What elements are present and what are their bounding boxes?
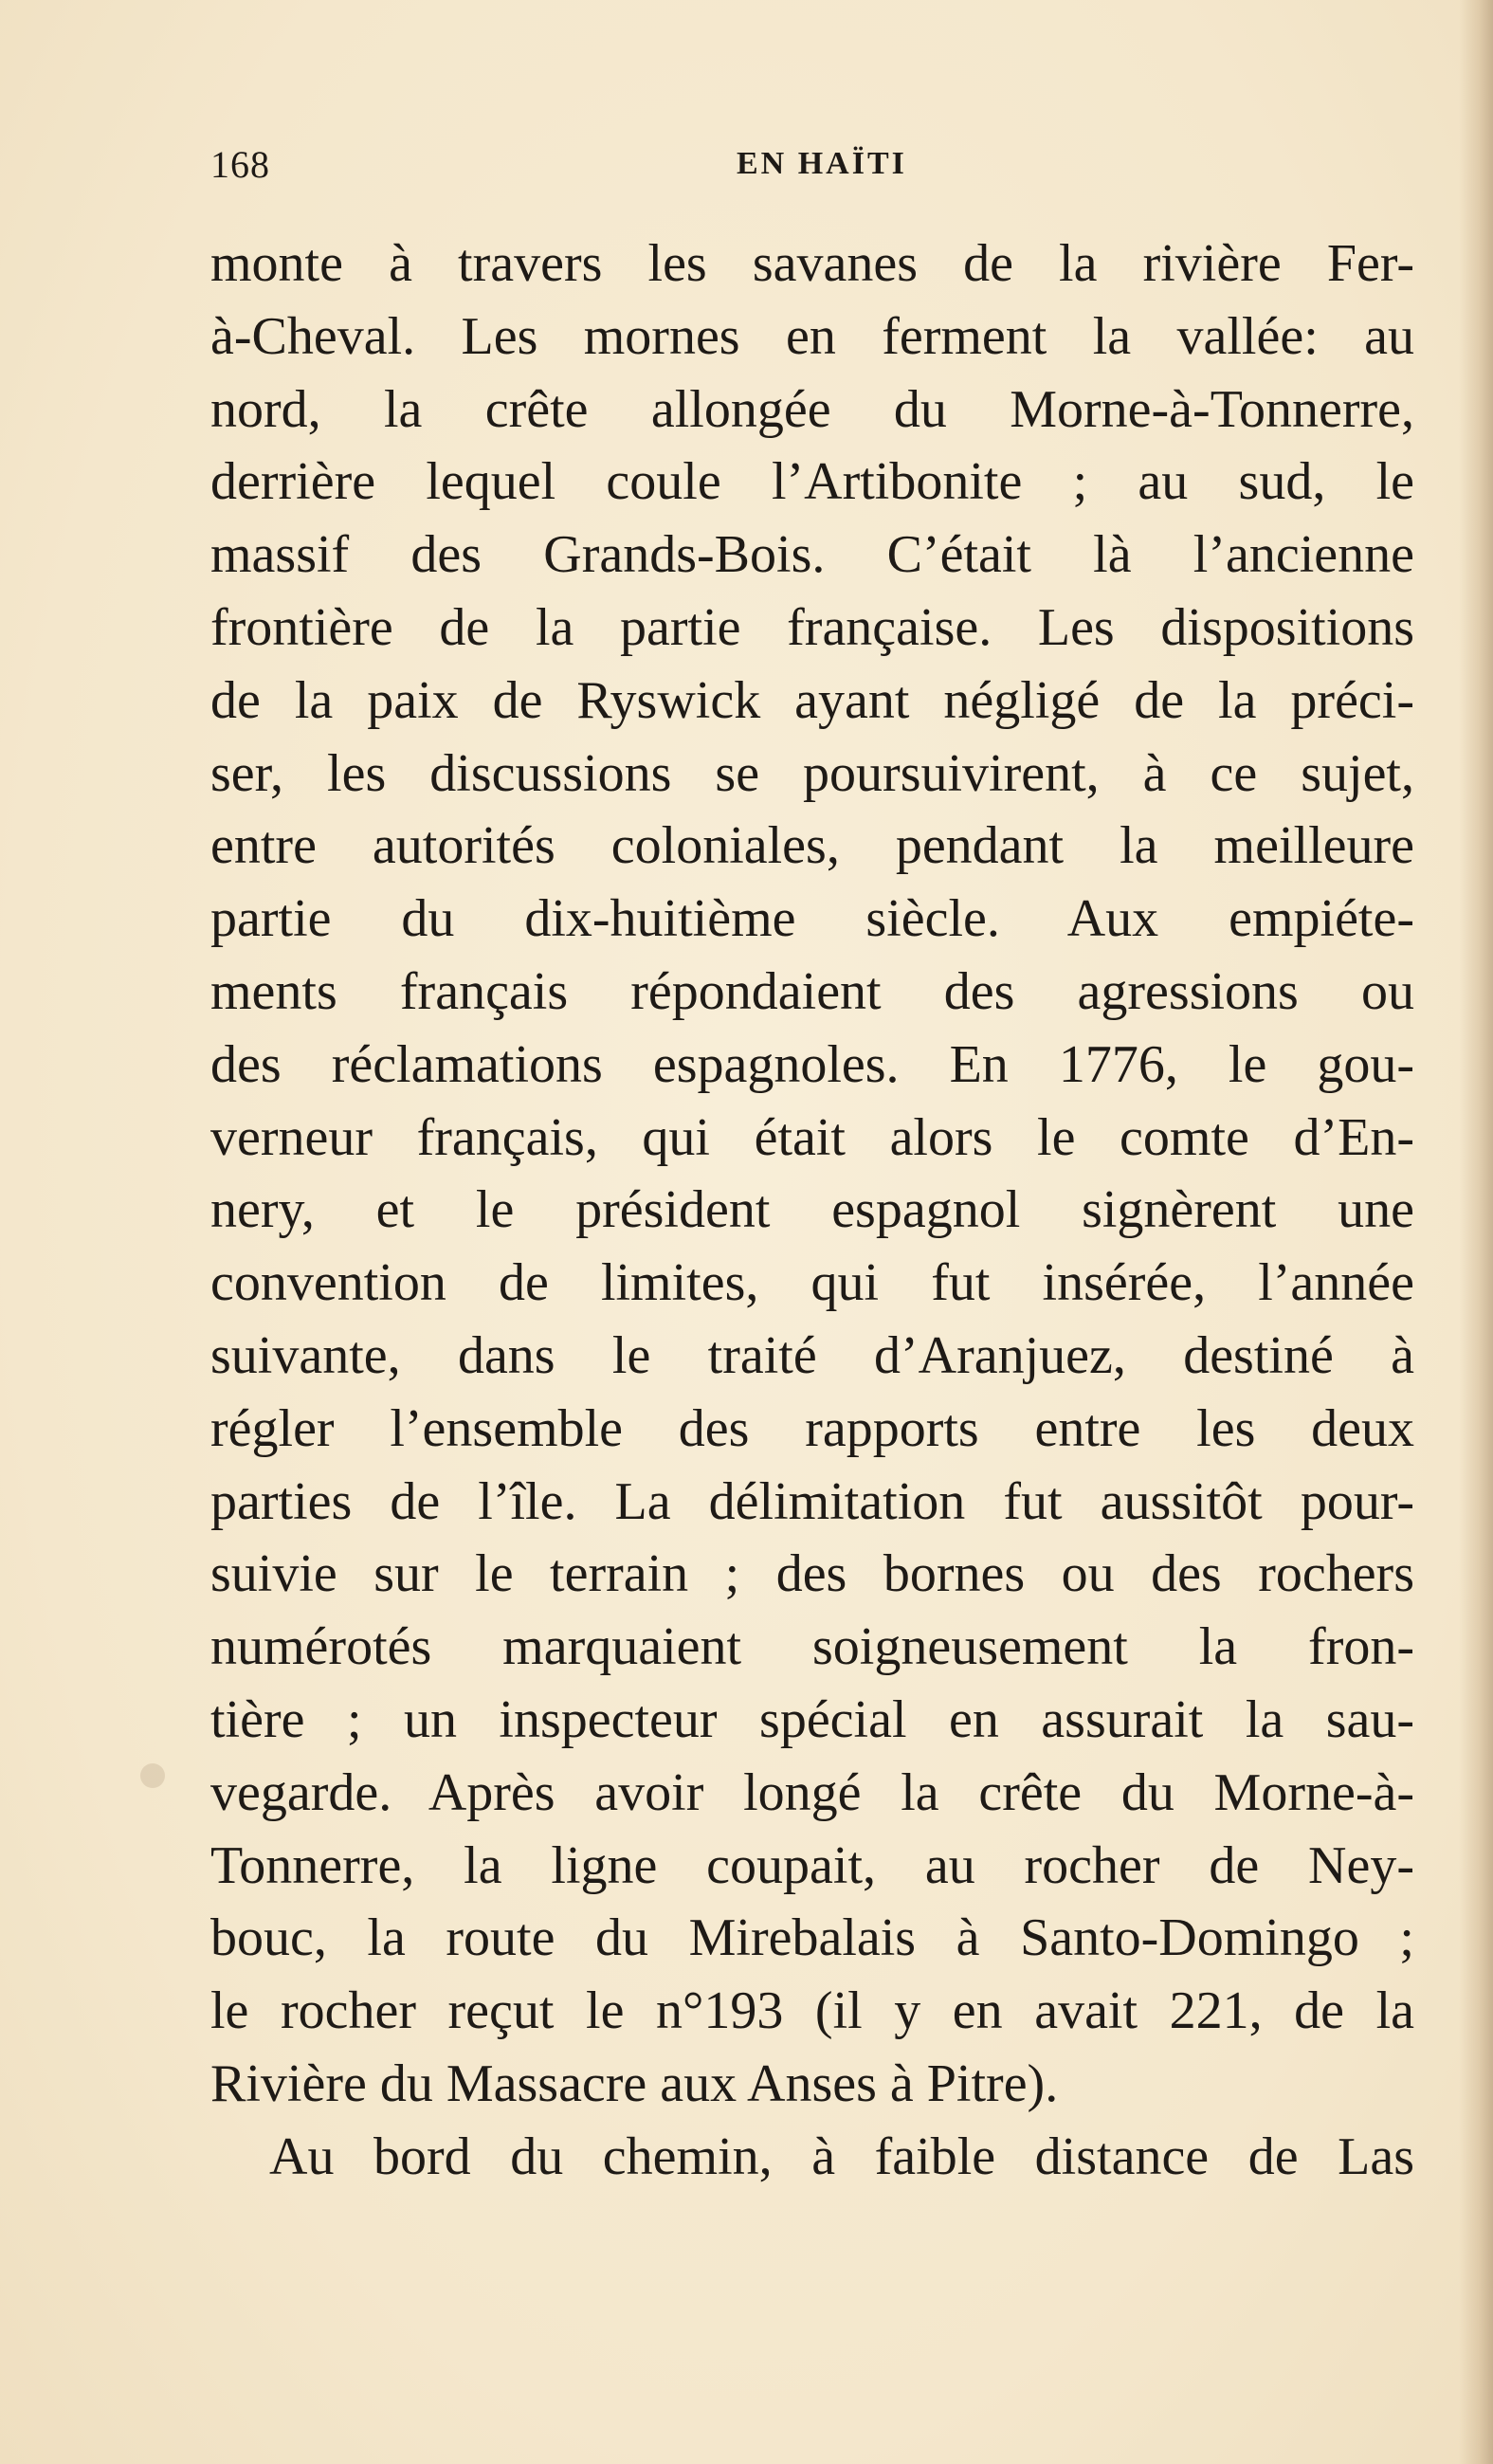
text-line: entre autorités coloniales, pendant la meilleure <box>210 816 1414 876</box>
text-line: convention de limites, qui fut insérée, l’année <box>210 1253 1414 1313</box>
text-line: frontière de la partie française. Les dispositions <box>210 597 1414 657</box>
text-line: massif des Grands-Bois. C’était là l’ancienne <box>210 525 1414 585</box>
text-line: partie du dix-huitième siècle. Aux empiéte- <box>210 889 1414 949</box>
text-line: régler l’ensemble des rapports entre les deux <box>210 1398 1414 1458</box>
running-head: EN HAÏTI <box>737 146 907 181</box>
text-line: le rocher reçut le n°193 (il y en avait 221, de la <box>210 1981 1414 2041</box>
text-line: suivante, dans le traité d’Aranjuez, destiné à <box>210 1325 1414 1385</box>
text-line: tière ; un inspecteur spécial en assurait la sau- <box>210 1689 1414 1749</box>
text-line: des réclamations espagnoles. En 1776, le gou- <box>210 1034 1414 1094</box>
page-header <box>210 142 1414 190</box>
text-line: ser, les discussions se poursuivirent, à ce sujet, <box>210 743 1414 803</box>
text-line: verneur français, qui était alors le comte d’En- <box>210 1107 1414 1167</box>
text-line: parties de l’île. La délimitation fut aussitôt pour- <box>210 1471 1414 1531</box>
page-number: 168 <box>210 143 270 186</box>
body-text <box>210 228 1414 2194</box>
paragraph-end-line: Rivière du Massacre aux Anses à Pitre). <box>210 2053 1059 2113</box>
text-line: numérotés marquaient soigneusement la fron- <box>210 1617 1414 1677</box>
text-line: derrière lequel coule l’Artibonite ; au sud, le <box>210 452 1414 512</box>
text-line: ments français répondaient des agressions ou <box>210 961 1414 1021</box>
text-line: monte à travers les savanes de la rivière Fer- <box>210 234 1414 293</box>
text-line: bouc, la route du Mirebalais à Santo-Domingo ; <box>210 1908 1414 1968</box>
paper-stain <box>140 1763 165 1788</box>
text-line: nery, et le président espagnol signèrent une <box>210 1180 1414 1240</box>
text-line: de la paix de Ryswick ayant négligé de la préci- <box>210 670 1414 730</box>
paragraph-start-line: Au bord du chemin, à faible distance de Las <box>269 2126 1414 2186</box>
text-line: nord, la crête allongée du Morne-à-Tonnerre, <box>210 379 1414 439</box>
page-gutter-shadow <box>1459 0 1493 2464</box>
text-line: à-Cheval. Les mornes en ferment la vallée: au <box>210 306 1414 366</box>
text-line: Tonnerre, la ligne coupait, au rocher de Ney- <box>210 1835 1414 1895</box>
text-line: suivie sur le terrain ; des bornes ou des rochers <box>210 1544 1414 1604</box>
text-line: vegarde. Après avoir longé la crête du Morne-à- <box>210 1762 1414 1822</box>
